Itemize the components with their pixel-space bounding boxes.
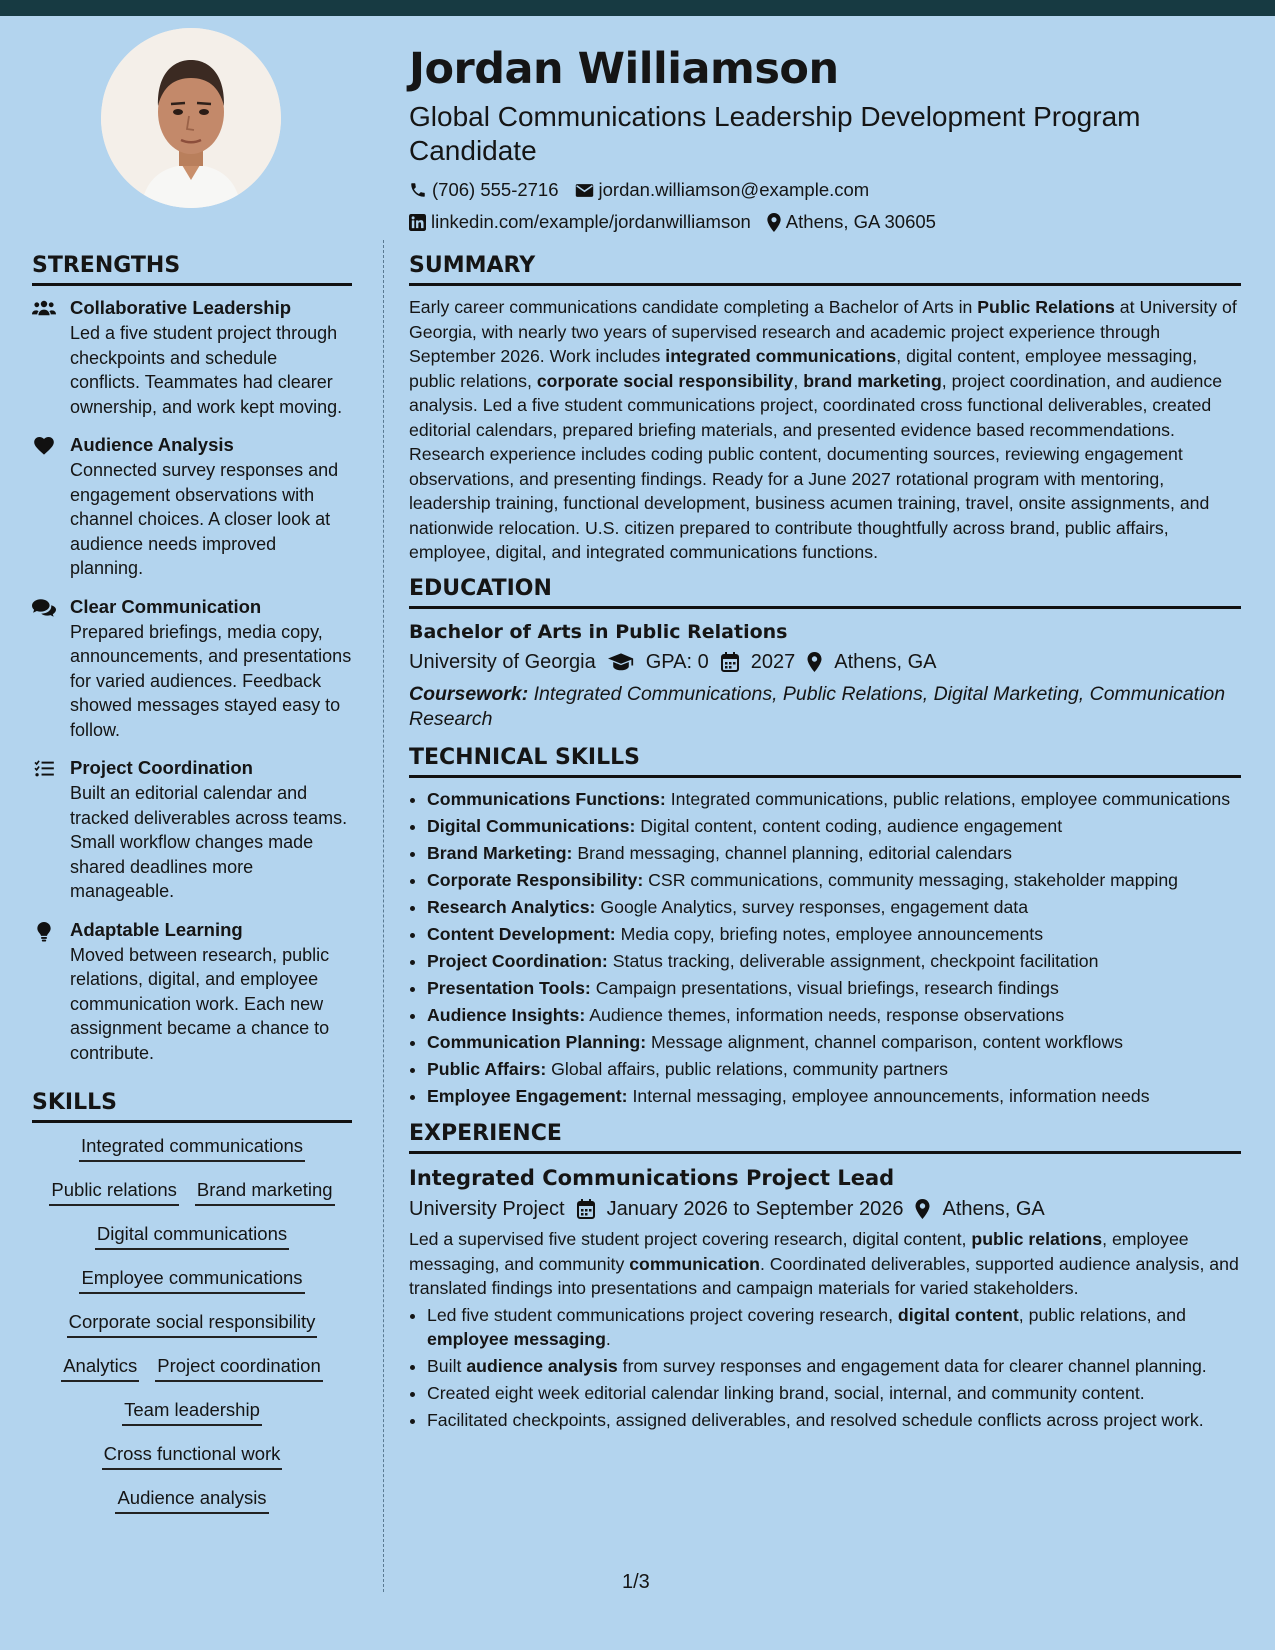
summary-bold: integrated communications	[665, 346, 897, 366]
strengths-heading: STRENGTHS	[32, 252, 352, 286]
list-item	[427, 949, 1241, 974]
map-pin-icon	[915, 1199, 930, 1219]
envelope-icon	[575, 183, 594, 198]
list-item	[427, 841, 1241, 866]
skill-chip: Brand marketing	[195, 1176, 335, 1206]
summary-bold: Public Relations	[977, 297, 1115, 317]
strength-title: Adaptable Learning	[70, 918, 243, 940]
skill-text: Campaign presentations, visual briefings, research findings	[595, 977, 1059, 998]
bullet-bold: employee messaging	[427, 1329, 606, 1349]
map-pin-icon	[767, 213, 781, 232]
summary-span: at University of Georgia, with nearly two years of supervised research and academic project experience through September 2026. Work includes	[409, 297, 1237, 366]
page-number: 1/3	[622, 1571, 650, 1593]
strength-title: Audience Analysis	[70, 434, 234, 455]
desc-bold: public relations	[971, 1229, 1103, 1249]
strength-desc: Built an editorial calendar and tracked deliverables across teams. Small workflow changes made shared deadlines more manageable.	[70, 783, 348, 901]
bullet-span: Led five student communications project covering research,	[427, 1304, 898, 1325]
bullet-span: Facilitated checkpoints, assigned deliverables, and resolved schedule conflicts across project work.	[427, 1410, 1204, 1430]
strength-desc: Connected survey responses and engagement observations with channel choices. A closer look at audience needs improved planning.	[70, 460, 339, 578]
bullet-bold: digital content	[897, 1304, 1019, 1325]
skill-chip: Digital communications	[95, 1220, 289, 1250]
summary-heading: SUMMARY	[409, 252, 1241, 286]
phone-text: (706) 555-2716	[432, 179, 559, 200]
job-description	[409, 1227, 1241, 1301]
profile-photo	[101, 28, 281, 208]
linkedin-icon	[409, 214, 426, 231]
summary-text	[409, 295, 1241, 565]
skill-chip: Employee communications	[79, 1264, 304, 1294]
location-text: Athens, GA 30605	[785, 211, 936, 232]
skill-chip: Public relations	[49, 1176, 178, 1206]
skill-label: Brand Marketing:	[427, 842, 573, 863]
coursework-label: Coursework:	[409, 682, 529, 705]
skill-text: Brand messaging, channel planning, editorial calendars	[577, 842, 1012, 863]
list-item	[427, 1057, 1241, 1082]
list-item	[427, 1084, 1241, 1109]
list-item	[427, 922, 1241, 947]
list-item	[427, 787, 1241, 812]
users-icon	[32, 295, 56, 419]
skill-text: Google Analytics, survey responses, engagement data	[600, 896, 1029, 917]
strength-title: Clear Communication	[70, 595, 262, 617]
skill-label: Public Affairs:	[427, 1058, 547, 1079]
experience-heading: EXPERIENCE	[409, 1120, 1241, 1154]
skill-label: Corporate Responsibility:	[427, 869, 644, 890]
skill-label: Content Development:	[427, 923, 616, 944]
contact-row-1	[409, 174, 1249, 206]
summary-span: , project coordination, and audience analysis. Led a five student communications project, coordinated cross functional deliverables, created editorial calendars, prepared briefing materials, and presented evidence based recommendations. Research experience includes coding public content, documenting sources, reviewing engagement observations, and presenting findings. Ready for a June 2027 rotational program with mentoring, leadership training, functional development, business acumen training, travel, onsite assignments, and nationwide relocation. U.S. citizen prepared to contribute thoughtfully across brand, public affairs, employee, digital, and integrated communications functions.	[409, 370, 1223, 562]
calendar-icon	[721, 652, 739, 672]
task-list-icon	[32, 755, 56, 904]
desc-span: , employee messaging, and community	[409, 1229, 1189, 1274]
skill-chip: Corporate social responsibility	[67, 1308, 318, 1338]
experience-meta	[409, 1193, 1241, 1225]
job-title: Integrated Communications Project Lead	[409, 1166, 895, 1190]
calendar-icon	[577, 1199, 595, 1219]
list-item	[427, 1030, 1241, 1055]
degree-title: Bachelor of Arts in Public Relations	[409, 620, 788, 643]
skill-label: Digital Communications:	[427, 815, 636, 836]
skill-label: Presentation Tools:	[427, 977, 591, 998]
desc-span: Led a supervised five student project covering research, digital content,	[409, 1229, 972, 1249]
skill-label: Communications Functions:	[427, 788, 666, 809]
bullet-span: from survey responses and engagement data for clearer channel planning.	[617, 1356, 1207, 1376]
skills-row	[32, 1396, 352, 1426]
skill-text: Digital content, content coding, audience engagement	[640, 815, 1063, 836]
list-item	[427, 895, 1241, 920]
list-item	[427, 1003, 1241, 1028]
skill-text: CSR communications, community messaging, stakeholder mapping	[648, 869, 1179, 890]
candidate-title: Global Communications Leadership Development Program Candidate	[409, 101, 1141, 166]
experience-bullets	[409, 1303, 1241, 1433]
strength-item	[32, 755, 352, 904]
skill-label: Research Analytics:	[427, 896, 596, 917]
comments-icon	[32, 594, 56, 743]
summary-span: Early career communications candidate completing a Bachelor of Arts in	[409, 297, 978, 317]
summary-span: ,	[793, 370, 804, 391]
strength-item	[32, 594, 352, 743]
skills-chips	[32, 1132, 352, 1514]
gpa-text: GPA: 0	[645, 650, 709, 673]
column-divider	[383, 240, 384, 1592]
list-item	[427, 868, 1241, 893]
skills-row	[32, 1440, 352, 1470]
strength-desc: Moved between research, public relations, digital, and employee communication work. Each new assignment became a chance to contribute.	[70, 944, 330, 1063]
location-contact	[767, 206, 936, 238]
skills-row	[32, 1220, 352, 1250]
job-location: Athens, GA	[942, 1198, 1045, 1220]
skill-label: Employee Engagement:	[427, 1085, 628, 1106]
organization: University Project	[409, 1198, 565, 1220]
strength-title: Collaborative Leadership	[70, 297, 292, 318]
strength-item	[32, 295, 352, 419]
strength-item	[32, 917, 352, 1066]
skills-row	[32, 1352, 352, 1382]
skill-text: Status tracking, deliverable assignment, checkpoint facilitation	[612, 950, 1099, 971]
skill-text: Internal messaging, employee announcements, information needs	[632, 1085, 1150, 1106]
graduation-year: 2027	[750, 650, 796, 673]
list-item	[427, 976, 1241, 1001]
coursework-list: Integrated Communications, Public Relations, Digital Marketing, Communication Research	[409, 682, 1226, 730]
bullet-span: , public relations, and	[1018, 1304, 1186, 1325]
skill-chip: Audience analysis	[115, 1484, 268, 1514]
email-contact[interactable]	[575, 174, 870, 206]
candidate-name: Jordan Williamson	[409, 44, 839, 94]
desc-span: . Coordinated deliverables, supported audience analysis, and translated findings into presentations and campaign materials for varied stakeholders.	[409, 1253, 1239, 1298]
education-meta	[409, 646, 1241, 678]
skill-chip: Team leadership	[122, 1396, 262, 1426]
resume-header	[409, 40, 1249, 238]
top-accent-bar	[0, 0, 1275, 16]
technical-skills-list	[409, 787, 1241, 1109]
bullet-span: .	[605, 1329, 611, 1349]
right-column	[409, 252, 1241, 1445]
bullet-span: Built	[427, 1356, 467, 1376]
skill-chip: Project coordination	[155, 1352, 323, 1382]
summary-bold: brand marketing	[803, 370, 942, 391]
skills-heading: SKILLS	[32, 1089, 352, 1123]
linkedin-contact[interactable]	[409, 206, 751, 238]
list-item	[427, 1303, 1241, 1352]
contact-row-2	[409, 206, 1249, 238]
graduation-cap-icon	[608, 653, 634, 671]
education-location: Athens, GA	[834, 650, 937, 673]
list-item	[427, 814, 1241, 839]
bullet-span: Created eight week editorial calendar linking brand, social, internal, and community content.	[427, 1383, 1145, 1403]
skill-label: Audience Insights:	[427, 1004, 586, 1025]
strength-title: Project Coordination	[70, 757, 253, 778]
skills-row	[32, 1308, 352, 1338]
skills-row	[32, 1132, 352, 1162]
skill-label: Project Coordination:	[427, 950, 608, 971]
desc-bold: communication	[629, 1253, 760, 1274]
skill-text: Integrated communications, public relations, employee communications	[670, 788, 1231, 809]
strength-desc: Led a five student project through checkpoints and schedule conflicts. Teammates had clearer ownership, and work kept moving.	[70, 323, 343, 417]
technical-skills-heading: TECHNICAL SKILLS	[409, 744, 1241, 778]
lightbulb-icon	[32, 917, 56, 1066]
phone-contact[interactable]	[409, 174, 559, 206]
linkedin-text: linkedin.com/example/jordanwilliamson	[431, 211, 751, 232]
summary-bold: corporate social responsibility	[536, 370, 794, 391]
skills-row	[32, 1264, 352, 1294]
skill-text: Global affairs, public relations, community partners	[551, 1058, 949, 1079]
left-column	[32, 252, 352, 1528]
skill-text: Audience themes, information needs, response observations	[589, 1004, 1065, 1025]
list-item	[427, 1408, 1241, 1433]
skill-text: Media copy, briefing notes, employee announcements	[620, 923, 1044, 944]
heart-icon	[32, 432, 56, 581]
strength-item	[32, 432, 352, 581]
list-item	[427, 1354, 1241, 1379]
school-name: University of Georgia	[409, 650, 596, 673]
skill-chip: Integrated communications	[79, 1132, 305, 1162]
education-heading: EDUCATION	[409, 575, 1241, 609]
phone-icon	[409, 181, 427, 199]
list-item	[427, 1381, 1241, 1406]
job-dates: January 2026 to September 2026	[606, 1198, 904, 1220]
coursework	[409, 682, 1241, 732]
map-pin-icon	[807, 652, 822, 672]
skills-row	[32, 1176, 352, 1206]
bullet-bold: audience analysis	[466, 1356, 618, 1376]
skill-text: Message alignment, channel comparison, content workflows	[651, 1031, 1123, 1052]
skill-chip: Analytics	[61, 1352, 139, 1382]
summary-span: , digital content, employee messaging, public relations,	[409, 346, 1198, 391]
skills-row	[32, 1484, 352, 1514]
skill-label: Communication Planning:	[427, 1031, 647, 1052]
email-text: jordan.williamson@example.com	[598, 179, 870, 200]
strength-desc: Prepared briefings, media copy, announcements, and presentations for varied audiences. Feedback showed messages stayed easy to follow.	[70, 621, 352, 740]
skill-chip: Cross functional work	[102, 1440, 283, 1470]
